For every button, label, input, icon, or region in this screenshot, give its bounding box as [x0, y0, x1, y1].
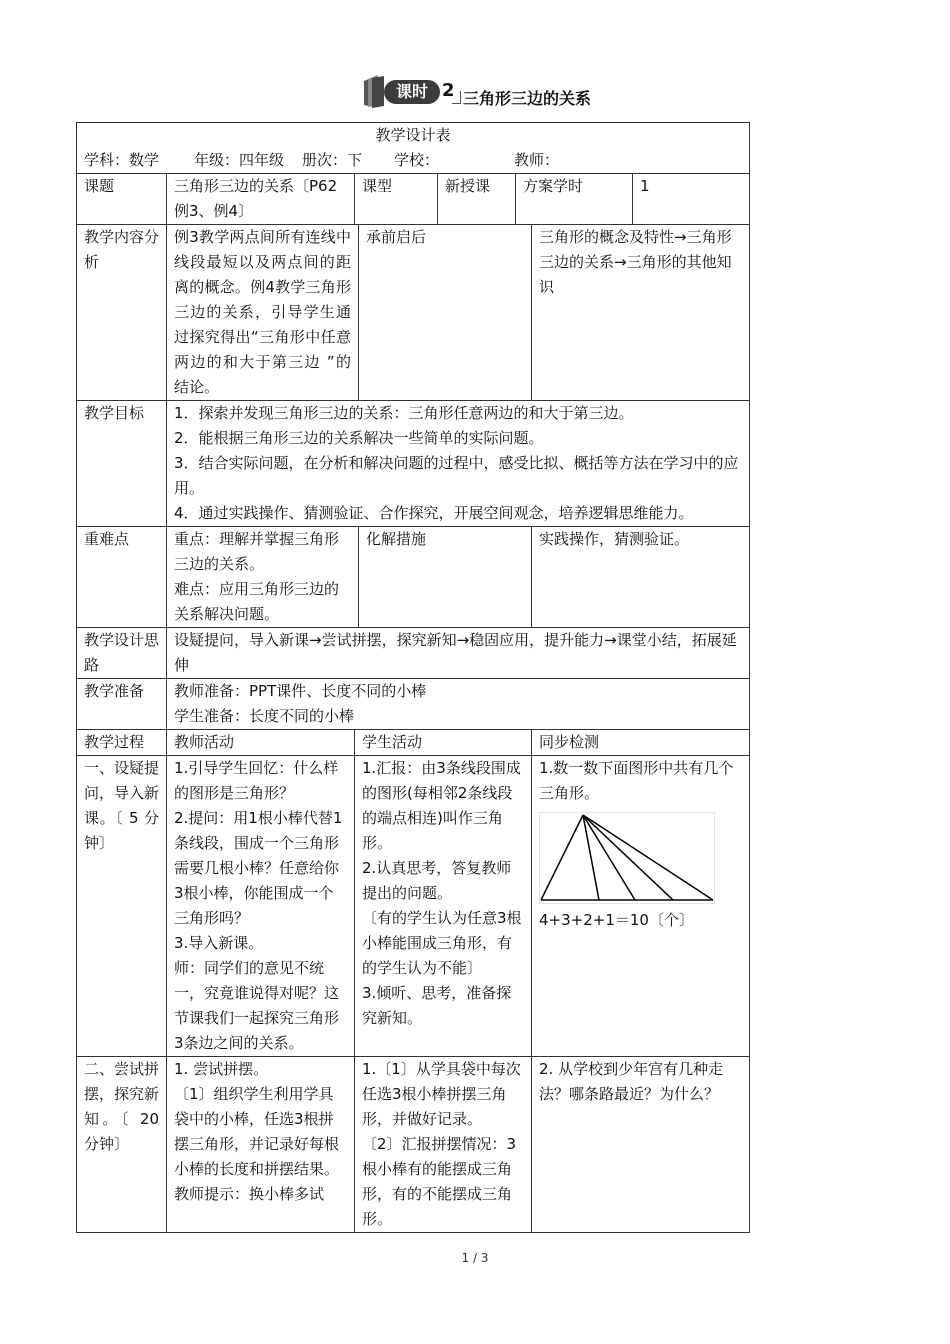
- goals-list: [167, 401, 750, 527]
- goal-item: 4．通过实践操作、猜测验证、合作探究，开展空间观念，培养逻辑思维能力。: [174, 504, 694, 522]
- process-header-row: [77, 730, 750, 756]
- goals-label: 教学目标: [77, 401, 167, 527]
- edge-line: [541, 815, 583, 900]
- page-number: 1 / 3: [461, 1251, 489, 1265]
- content-label: 教学内容分析: [77, 225, 167, 401]
- link-text: 三角形的概念及特性→三角形三边的关系→三角形的其他知识: [532, 225, 750, 401]
- prep-text: [167, 679, 750, 730]
- type-value: 新授课: [438, 174, 516, 225]
- hours-value: 1: [633, 174, 750, 225]
- content-text: 例3教学两点间所有连线中线段最短以及两点间的距离的概念。例4教学三角形三边的关系，引导学生通过探究得出“三角形中任意两边的和大于第三边 ”的结论。: [167, 225, 359, 401]
- measure-label: 化解措施: [359, 527, 532, 628]
- meta-grade: 年级：四年级: [194, 151, 285, 169]
- stage-row: [77, 756, 750, 1057]
- student-activity-header: 学生活动: [355, 730, 532, 756]
- sync-check: [532, 1057, 750, 1233]
- check-header: 同步检测: [532, 730, 750, 756]
- check-question: 2. 从学校到少年宫有几种走法？哪条路最近？为什么？: [539, 1060, 724, 1103]
- key-point: 重点：理解并掌握三角形三边的关系。: [174, 530, 340, 573]
- teacher-step: 师：同学们的意见不统一，究竟谁说得对呢？这节课我们一起探究三角形3条边之间的关系。: [174, 959, 340, 1052]
- keypoints-text: [167, 527, 359, 628]
- meta-row: [84, 148, 742, 173]
- lesson-number: 2: [442, 80, 455, 101]
- badge-label: 课时: [384, 80, 440, 104]
- prep-label: 教学准备: [77, 679, 167, 730]
- content-row: [77, 225, 750, 401]
- goal-item: 1．探索并发现三角形三边的关系：三角形任意两边的和大于第三边。: [174, 404, 634, 422]
- table-title: 教学设计表: [375, 126, 451, 144]
- teacher-step: 1.引导学生回忆：什么样的图形是三角形？: [174, 759, 339, 802]
- triangle-figure: [539, 812, 715, 904]
- measure-text: 实践操作，猜测验证。: [532, 527, 750, 628]
- teacher-activity-header: 教师活动: [167, 730, 355, 756]
- teacher-step: 教师提示：换小棒多试: [174, 1185, 325, 1203]
- student-activity: [355, 1057, 532, 1233]
- design-text: 设疑提问，导入新课→尝试拼摆，探究新知→稳固应用，提升能力→课堂小结，拓展延伸: [167, 628, 750, 679]
- stage-label: 二、尝试拼摆，探究新知。〔 20 分钟〕: [77, 1057, 167, 1233]
- student-step: 1.〔1〕从学具袋中每次任选3根小棒拼摆三角形，并做好记录。: [362, 1060, 521, 1128]
- topic-value: 三角形三边的关系〔P62 例3、例4〕: [167, 174, 355, 225]
- meta-subject: 学科：数学: [84, 151, 160, 169]
- keypoints-row: [77, 527, 750, 628]
- design-label: 教学设计思路: [77, 628, 167, 679]
- keypoints-label: 重难点: [77, 527, 167, 628]
- difficult-point: 难点：应用三角形三边的关系解决问题。: [174, 580, 340, 623]
- student-step: 3.倾听、思考，准备探究新知。: [362, 984, 512, 1027]
- teacher-step: 3.导入新课。: [174, 934, 264, 952]
- meta-teacher: 教师：: [514, 151, 560, 169]
- table-header-row: [77, 123, 750, 174]
- goal-item: 3．结合实际问题，在分析和解决问题的过程中，感受比拟、概括等方法在学习中的应用。: [174, 454, 739, 497]
- topic-label: 课题: [77, 174, 167, 225]
- type-label: 课型: [355, 174, 438, 225]
- goal-item: 2．能根据三角形三边的关系解决一些简单的实际问题。: [174, 429, 544, 447]
- teacher-step: 〔1〕组织学生利用学具袋中的小棒，任选3根拼摆三角形，并记录好每根小棒的长度和拼摆结果。: [174, 1085, 340, 1178]
- page-title: 三角形三边的关系: [463, 89, 592, 108]
- lesson-design-table: [76, 122, 750, 1233]
- edge-line: [583, 815, 713, 900]
- badge-bracket: [452, 91, 461, 104]
- teacher-activity: [167, 1057, 355, 1233]
- prep-row: [77, 679, 750, 730]
- check-question: 1.数一数下面图形中共有几个三角形。: [539, 759, 734, 802]
- hours-label: 方案学时: [516, 174, 633, 225]
- stage-row: [77, 1057, 750, 1233]
- student-step: 2.认真思考，答复教师提出的问题。: [362, 859, 512, 902]
- teacher-prep: 教师准备：PPT课件、长度不同的小棒: [174, 682, 427, 700]
- process-header: 教学过程: [77, 730, 167, 756]
- check-answer: 4+3+2+1＝10〔个〕: [539, 911, 694, 929]
- lesson-badge: [362, 75, 460, 109]
- link-label: 承前启后: [359, 225, 532, 401]
- stage-label: 一、设疑提问，导入新课。〔 5 分钟〕: [77, 756, 167, 1057]
- student-step: 1.汇报：由3条线段围成的图形(每相邻2条线段的端点相连)叫作三角形。: [362, 759, 521, 852]
- lesson-header: [0, 73, 950, 113]
- student-prep: 学生准备：长度不同的小棒: [174, 707, 355, 725]
- goals-row: [77, 401, 750, 527]
- design-row: [77, 628, 750, 679]
- sync-check: [532, 756, 750, 1057]
- student-step: 〔2〕汇报拼摆情况：3根小棒有的能摆成三角形，有的不能摆成三角形。: [362, 1135, 517, 1228]
- teacher-step: 2.提问：用1根小棒代替1条线段，围成一个三角形需要几根小棒？任意给你3根小棒，你能围成一个三角形吗？: [174, 809, 343, 927]
- topic-row: [77, 174, 750, 225]
- teacher-activity: [167, 756, 355, 1057]
- student-step: 〔有的学生认为任意3根小棒能围成三角形，有的学生认为不能〕: [362, 909, 522, 977]
- meta-volume: 册次：下: [302, 151, 363, 169]
- teacher-step: 1. 尝试拼摆。: [174, 1060, 269, 1078]
- student-activity: [355, 756, 532, 1057]
- meta-school: 学校：: [394, 151, 440, 169]
